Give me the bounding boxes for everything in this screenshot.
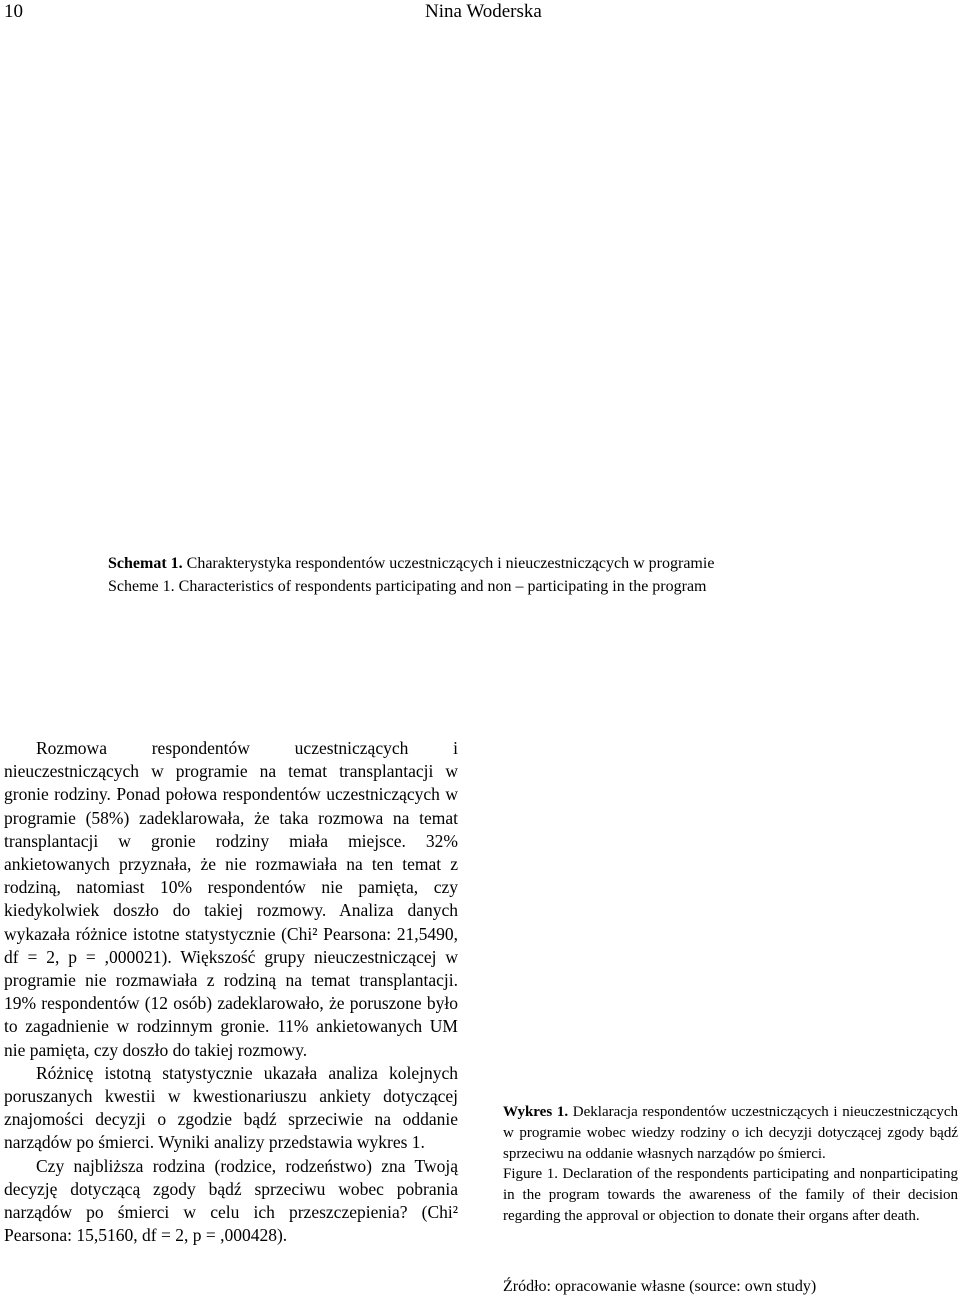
page-number: 10 (4, 1, 23, 22)
figure-caption (503, 1102, 958, 1227)
scheme-caption-pl-text: Charakterystyka respondentów uczestniczących i nieuczestniczących w programie (186, 555, 715, 572)
body-paragraph: Różnicę istotną statystycznie ukazała analiza kolejnych poruszanych kwestii w kwestionariuszu ankiety dotyczącej znajomości decyzji o zgodzie bądź sprzeciwie na oddanie narządów po śmierci. Wyniki analizy przedstawia wykres 1. (4, 1062, 458, 1153)
figure-caption-en: Figure 1. Declaration of the respondents participating and nonparticipating in the program towards the awareness of the family of their decision regarding the approval or objection to donate their organs after death. (503, 1166, 958, 1224)
body-text-column (4, 737, 458, 1247)
scheme-caption-pl (108, 555, 714, 573)
running-header-author: Nina Woderska (425, 1, 542, 22)
figure-caption-pl-label: Wykres 1. (503, 1104, 569, 1120)
figure-caption-pl-text: Deklaracja respondentów uczestniczących i nieuczestniczących w programie wobec wiedzy rodziny o ich decyzji dotyczącej zgody bądź sprzeciwu na oddanie własnych narządów po śmierci. (503, 1104, 958, 1162)
figure-caption-pl (503, 1102, 958, 1164)
body-paragraph: Rozmowa respondentów uczestniczących i nieuczestniczących w programie na temat transplantacji w gronie rodziny. Ponad połowa respondentów uczestniczących w programie (58%) zadeklarowała, że taka rozmowa na temat transplantacji w gronie rodziny miała miejsce. 32% ankietowanych przyznała, że nie rozmawiała na ten temat z rodziną, natomiast 10% respondentów nie pamięta, czy kiedykolwiek doszło do takiej rozmowy. Analiza danych wykazała różnice istotne statystycznie (Chi² Pearsona: 21,5490, df = 2, p = ,000021). Większość grupy nieuczestniczącej w programie nie rozmawiała z rodziną na temat transplantacji. 19% respondentów (12 osób) zadeklarowało, że poruszone było to zagadnienie w rodzinnym gronie. 11% ankietowanych UM nie pamięta, czy doszło do takiej rozmowy. (4, 738, 458, 1060)
figure-source: Źródło: opracowanie własne (source: own study) (503, 1278, 817, 1295)
body-paragraph: Czy najbliższa rodzina (rodzice, rodzeństwo) zna Twoją decyzję dotyczącą zgody bądź sprzeciwu wobec pobrania narządów po śmierci w celu ich przeszczepienia? (Chi² Pearsona: 15,5160, df = 2, p = ,000428). (4, 1155, 458, 1246)
scheme-caption-en: Scheme 1. Characteristics of respondents participating and non – participating in the program (108, 578, 707, 595)
scheme-caption-pl-label: Schemat 1. (108, 555, 183, 572)
